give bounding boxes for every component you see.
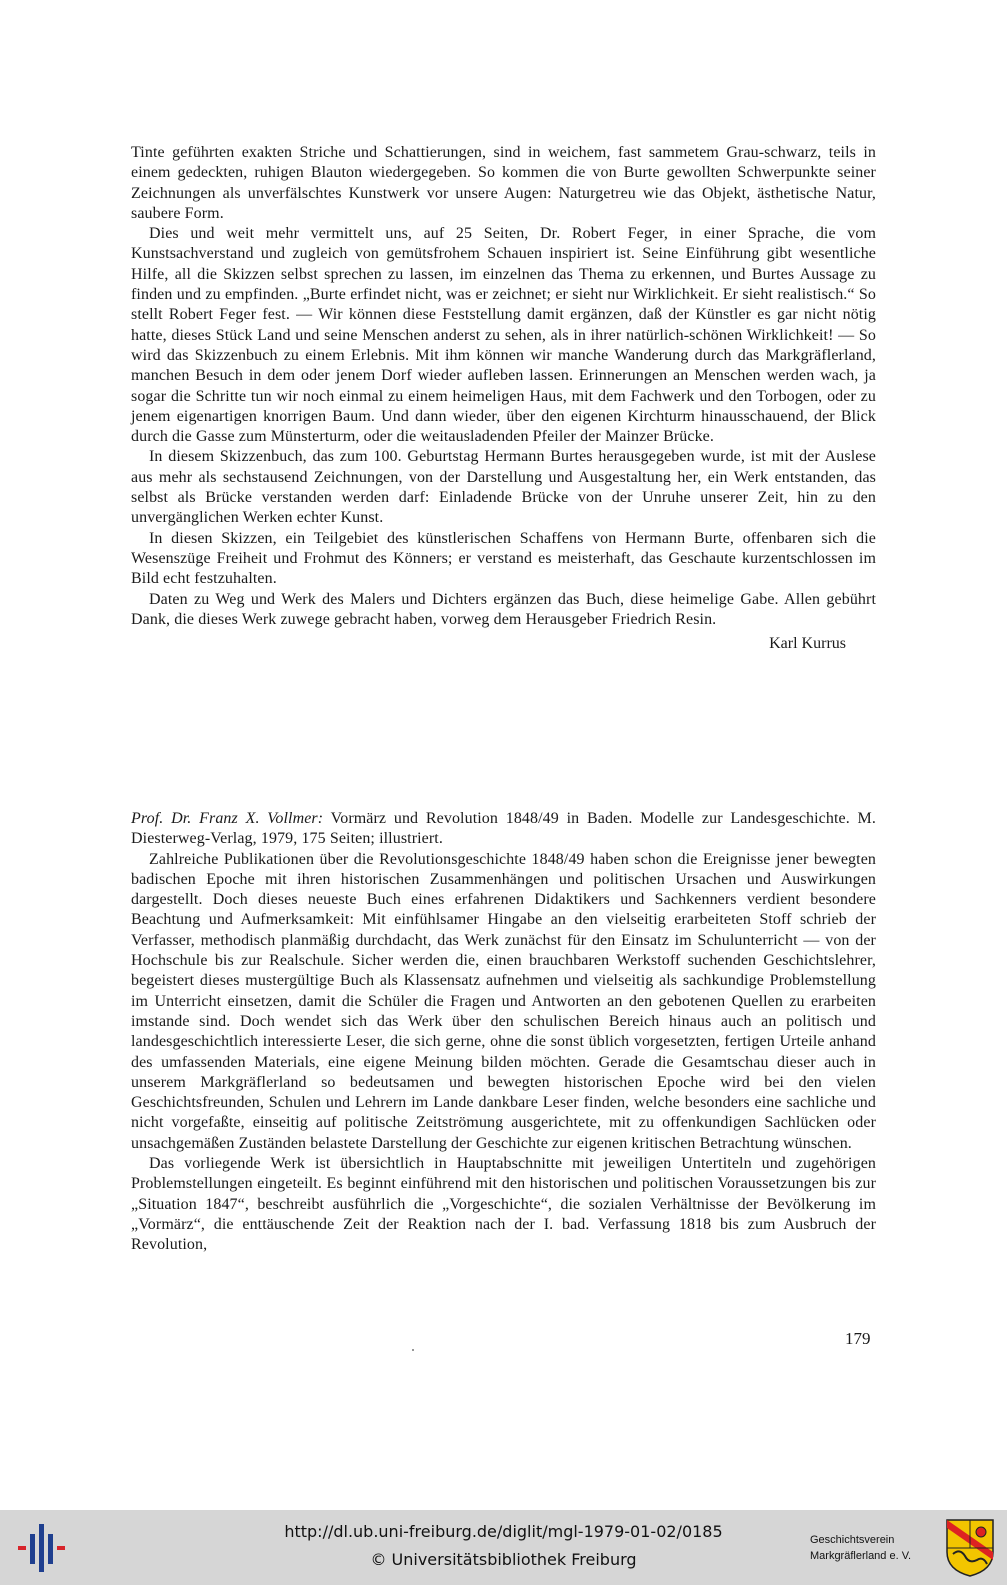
paragraph: Dies und weit mehr vermittelt uns, auf 25 Seiten, Dr. Robert Feger, in einer Sprache, die vom Kunstsachverstand und zugleich von gemütsfrohem Schauen inspiriert ist. Seine Einführung gibt wesentliche Hilfe, all die Skizzen selbst sprechen zu lassen, im einzelnen das Thema zu erkennen, und Burtes Aussage zu finden und zu empfinden. „Burte erfindet nicht, was er zeichnet; er sieht nur Wirklichkeit. Er sieht realistisch.“ So stellt Robert Feger fest. — Wir können diese Feststellung damit ergänzen, daß der Künstler es gar nicht nötig hatte, dieses Stück Land und seine Menschen anderst zu sehen, als in ihrer natürlich-schönen Wirklichkeit! — So wird das Skizzenbuch zu einem Erlebnis. Mit ihm können wir manche Wanderung durch das Markgräflerland, manchen Besuch in dem oder jenem Dorf wieder aufleben lassen. Erinnerungen an Menschen werden wach, ja sogar die Schritte tun wir noch einmal zu einem heimeligen Haus, mit dem Fachwerk und den Torbogen, oder zu jenem eigenartigen knorrigen Baum. Und dann wieder, über den eigenen Kirchturm hinausschauend, der Blick durch die Gasse zum Münsterturm, oder die weitausladenden Pfeiler der Mainzer Brücke. (131, 225, 876, 446)
page-number: 179 (845, 1329, 871, 1348)
paragraph: In diesen Skizzen, ein Teilgebiet des künstlerischen Schaffens von Hermann Burte, offenbaren sich die Wesenszüge Freiheit und Frohmut des Könners; er verstand es meisterhaft, das Geschaute kurzentschlossen im Bild echt festzuhalten. (131, 529, 876, 588)
citation (131, 809, 876, 850)
document-url-link[interactable]: http://dl.ub.uni-freiburg.de/diglit/mgl-1979-01-02/0185 (284, 1522, 723, 1541)
scan-speck (412, 1349, 414, 1351)
review-signature: Karl Kurrus (769, 635, 846, 653)
citation-author: Prof. Dr. Franz X. Vollmer: (131, 810, 324, 827)
society-name (810, 1532, 911, 1564)
coat-of-arms-icon (945, 1518, 995, 1578)
paragraph: In diesem Skizzenbuch, das zum 100. Geburtstag Hermann Burtes herausgegeben wurde, ist mit der Auslese aus mehr als sechstausend Zeichnungen, von der Darstellung und Ausgestaltung her, ein Werk entstanden, das selbst als Brücke verstanden werden darf: Einladende Brücke von der Unruhe unserer Zeit, hin zu den unvergänglichen Werken echter Kunst. (131, 448, 876, 527)
paragraph: Daten zu Weg und Werk des Malers und Dichters ergänzen das Buch, diese heimelige Gabe. Allen gebührt Dank, die dieses Werk zuwege gebracht haben, vorweg dem Herausgeber Friedrich Resin. (131, 590, 876, 628)
copyright-notice: © Universitätsbibliothek Freiburg (370, 1550, 637, 1569)
paragraph: Das vorliegende Werk ist übersichtlich in Hauptabschnitte mit jeweiligen Untertiteln und zugehörigen Problemstellungen eingeteilt. Es beginnt einführend mit den historischen und politischen Voraussetzungen bis zur „Situation 1847“, beschreibt ausführlich die „Vorgeschichte“, die sozialen Verhältnisse der Bevölkerung im „Vormärz“, die enttäuschende Zeit der Reaktion nach der I. bad. Verfassung 1818 bis zum Ausbruch der Revolution, (131, 1155, 876, 1254)
review-burte-skizzenbuch (131, 143, 876, 654)
society-line: Geschichtsverein (810, 1534, 895, 1546)
review-vollmer-vormaerz (131, 809, 876, 1256)
society-line: Markgräflerland e. V. (810, 1550, 912, 1562)
citation-text: Vormärz und Revolution 1848/49 in Baden. Modelle zur Landesgeschichte. M. Diesterweg-Verlag, 1979, 175 Seiten; illustriert. (131, 810, 876, 848)
paragraph: Zahlreiche Publikationen über die Revolutionsgeschichte 1848/49 haben schon die Ereignisse jener bewegten badischen Epoche mit ihren historischen Zusammenhängen und politischen Ursachen und Auswirkungen dargestellt. Doch dieses neueste Buch eines erfahrenen Didaktikers und Sachkenners verdient besondere Beachtung und Aufmerksamkeit: Mit einfühlsamer Hingabe an den vielseitig erarbeiteten Stoff schrieb der Verfasser, methodisch planmäßig durchdacht, das Werk zunächst für den Einsatz im Schulunterricht — von der Hochschule bis zur Realschule. Sicher werden die, einen brauchbaren Werkstoff suchenden Geschichtslehrer, begeistert dieses mustergültige Buch als Klassensatz aufnehmen und vielseitig als sachkundige Problemstellung im Unterricht einsetzen, damit die Schüler die Fragen und Antworten an den gebotenen Quellen zu erarbeiten imstande sind. Doch wendet sich das Werk über den schulischen Bereich hinaus auch an politisch und landesgeschichtlich interessierte Leser, die sich gerne, ohne die sonst üblich vorgesetzten, fertigen Urteile anhand des umfassenden Materials, eine eigene Meinung bilden möchten. Gerade die Gesamtschau dieser auch in unserem Markgräflerland so bedeutsamen und bewegten historischen Epoche wird bei den vielen Geschichtsfreunden, Schulen und Lehrern im Lande dankbare Leser finden, welche besonders eine sachliche und nicht vorgefaßte, einseitig auf politische Zeitströmung ausgerichtete, mit zu offenkundigen Sachlücken oder unsachgemäßen Zuständen belastete Darstellung der Geschichte zur eigenen kritischen Betrachtung wünschen. (131, 850, 876, 1152)
footer-bar (0, 1510, 1007, 1585)
paragraph: Tinte geführten exakten Striche und Schattierungen, sind in weichem, fast sammetem Grau-schwarz, teils in einem gedeckten, ruhigen Blauton wiedergegeben. So kommen die von Burte gewollten Schwerpunkte seiner Zeichnungen als unverfälschtes Kunstwerk vor unsere Augen: Naturgetreu wie das Objekt, ästhetische Natur, saubere Form. (131, 144, 876, 222)
